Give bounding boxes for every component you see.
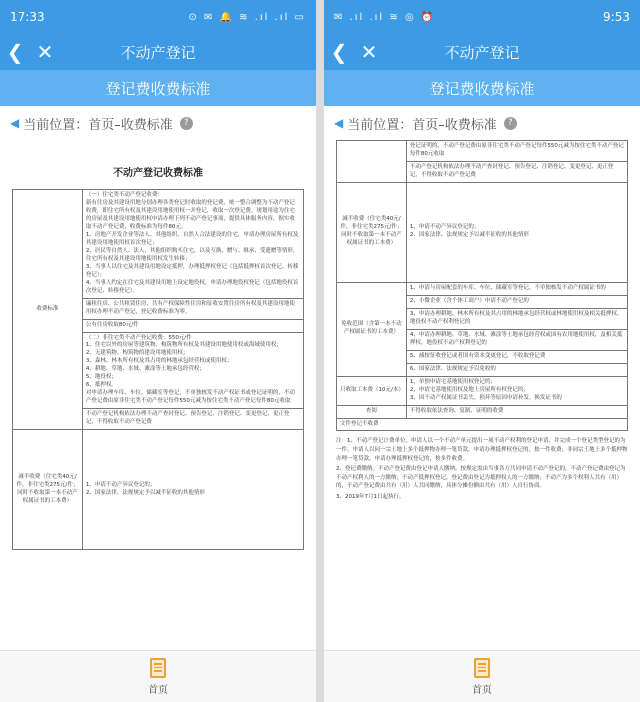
- status-icons: ✉ .ıl .ıl ≋ ◎ ⏰: [334, 11, 436, 23]
- breadcrumb: [324, 106, 640, 140]
- table-row: [337, 182, 628, 282]
- location-marker-icon: ◀: [10, 116, 20, 130]
- section-header: 登记费收费标准: [324, 70, 640, 106]
- help-icon[interactable]: ?: [180, 117, 193, 130]
- row-label: 只收取工本费（10元/本）: [337, 376, 407, 405]
- table-cell: 不动产登记机构依法办理不动产查封登记、预告登记、注销登记、变更登记、更正登记，不得收取不动产登记费: [82, 409, 303, 430]
- table-row: [337, 405, 628, 418]
- status-icons: ⊙ ✉ 🔔 ≋ .ıl .ıl ▭: [188, 11, 306, 23]
- table-cell: （二）非住宅类不动产登记收费：550元/件 1、住宅以外的房屋等建筑物、构筑物所有权及其建设用地使用权或海域使用权； 2、无建筑物、构筑物的建设用地使用权； 3、森林、林木所有权及其占用的林地承包经营权或使用权； 4、耕地、草地、水域、滩涂等土地承包经营权； 5、地役权； 6、抵押权。 对申请办理车库、车位、储藏室等登记，不单独核发不动产权证书或登记证明的，不动产登记费由原非住宅类不动产登记每件550元减为按住宅类不动产登记每件80元收取: [82, 332, 303, 409]
- table-row: [13, 190, 304, 299]
- table-row: [337, 418, 628, 431]
- table-cell: 不得收取依法查询、复制、证明的收费: [406, 405, 627, 418]
- breadcrumb-text: 当前位置：首页–收费标准: [23, 117, 173, 133]
- tab-home[interactable]: [472, 658, 492, 696]
- status-time: 17:33: [10, 10, 45, 24]
- section-header: 登记费收费标准: [0, 70, 316, 106]
- close-icon: ✕: [36, 40, 54, 64]
- back-button[interactable]: [324, 34, 354, 70]
- table-cell: 1、申请与房屋配套的车库、车位、储藏室等登记，不单独核发不动产权属证书的: [406, 282, 627, 295]
- table-row: [337, 141, 628, 162]
- bottom-tab-bar: [0, 650, 316, 702]
- fee-table: [336, 140, 628, 431]
- chevron-left-icon: ❮: [330, 40, 348, 64]
- close-button[interactable]: [30, 34, 60, 70]
- table-cell: 文件登记不收费: [337, 418, 628, 431]
- tab-home-label: 首页: [472, 684, 492, 696]
- right-phone-screen: [324, 0, 640, 702]
- left-phone-screen: [0, 0, 316, 702]
- help-icon[interactable]: ?: [504, 117, 517, 130]
- table-cell: 4、申请办理耕地、草地、水域、滩涂等土地承包经营权或国有农用地使用权，及相关抵押权、地役权不动产权利登记的: [406, 329, 627, 350]
- table-cell: 登记证明的，不动产登记费由原非住宅类不动产登记每件550元减为按住宅类不动产登记每件80元收取: [406, 141, 627, 162]
- table-cell: 6、国家法律、法规规定予以免收的: [406, 363, 627, 376]
- note-item: 2、登记费缴纳。不动产登记费由登记申请人缴纳。按规定需由当事各方共同申请不动产登记的，不动产登记费由登记为不动产权利人的一方缴纳；不动产抵押权登记，登记费由登记为抵押权人的一方缴纳；不动产为多个权利人共有（用）的，不动产登记费由共有（用）人共同缴纳，具体分摊份额由共有（用）人自行协商。: [336, 466, 626, 490]
- back-button[interactable]: [0, 34, 30, 70]
- document-body[interactable]: [0, 140, 316, 650]
- status-bar: [0, 0, 316, 34]
- chevron-left-icon: ❮: [6, 40, 24, 64]
- row-label: 收费标准: [13, 190, 83, 430]
- table-row: [337, 376, 628, 405]
- row-label: 免收范围（含第一本不动产权属证书的工本费）: [337, 282, 407, 376]
- row-label: 查阅: [337, 405, 407, 418]
- notes: [336, 431, 628, 501]
- breadcrumb-text: 当前位置：首页–收费标准: [347, 117, 497, 133]
- nav-bar: [0, 34, 316, 70]
- home-icon: [474, 658, 490, 678]
- table-cell: 3、申请办理耕地、林木所有权及其占用的林地承包经营权或林地使用权及相关抵押权、地役权不动产权利登记的: [406, 308, 627, 329]
- page-title: 不动产登记: [444, 43, 520, 62]
- home-icon: [150, 658, 166, 678]
- table-cell: 廉租住房、公共租赁住房、共有产权保障性住房和征收安置住房所有权及其建设用地使用权办理不动产登记，登记收费标准为零。: [82, 298, 303, 319]
- bottom-tab-bar: [324, 650, 640, 702]
- table-cell: （一）住宅类不动产登记收费： 新有住房及其建设用地分别办理各类登记时收取的登记费，统一整合调整为不动产登记收费，即住宅所有权及其建设用地使用权一并登记，收取一次登记费。规划用途为住宅的房屋及其建设用地使用权申请办理下列不动产登记事项，提供具体服务内容，据实收取不动产登记费，收费标准为每件80元。 1、房地产开发企业等法人、其他组织、自然人合法建设的住宅，申请办理房屋所有权及其建设用地使用权首次登记； 2、居民等自然人、法人、其他组织购买住宅，以及互换、赠与、继承、受遗赠等情形，住宅所有权及其建设用地使用权发生转移； 3、当事人以住宅及其建设用地设定抵押，办理抵押权登记（包括抵押权首次登记、转移登记）； 4、当事人约定在住宅及其建设用地上设定地役权，申请办理地役权登记（包括地役权首次登记、转移登记）。: [82, 190, 303, 299]
- table-cell: 5、減按征收登记或者国有资本变更登记，不收取登记费: [406, 350, 627, 363]
- close-icon: ✕: [360, 40, 378, 64]
- tab-home[interactable]: [148, 658, 168, 696]
- note-item: 注：1、不动产登记计费单位。申请人以一个不动产单元提出一项不动产权利的登记申请，并完成一个登记类型登记的为一件。申请人以同一宗土地上多个抵押物办理一笔贷款，申请办理抵押权登记的，按一件收费；非同宗土地上多个抵押物办理一笔贷款，申请办理抵押权登记的，按多件收费。: [336, 438, 628, 462]
- table-row: [337, 282, 628, 295]
- table-cell: 2、小微企业（含个体工商户）申请不动产登记的: [406, 295, 627, 308]
- row-label: [337, 141, 407, 183]
- status-time: 9:53: [603, 10, 630, 24]
- table-cell: 1、申请不动产异议登记的； 2、国家法律、法规规定予以减半征收的其他情形: [406, 182, 627, 282]
- table-row: [13, 430, 304, 550]
- document-body[interactable]: [324, 140, 640, 650]
- document-title: 不动产登记收费标准: [113, 168, 203, 179]
- fee-table: [12, 189, 304, 550]
- table-cell: 公有住房收取80元/件: [82, 319, 303, 332]
- breadcrumb: [0, 106, 316, 140]
- location-marker-icon: ◀: [334, 116, 344, 130]
- status-bar: [324, 0, 640, 34]
- note-item: 3、2019年7月1日起执行。: [336, 493, 405, 500]
- row-label: 减半收费（住宅类40元/件，非住宅类275元/件；同时不收取第一本不动产权属证书的工本费）: [13, 430, 83, 550]
- close-button[interactable]: [354, 34, 384, 70]
- table-cell: 1、单独申请宅基地使用权登记的； 2、申请宅基地使用权及地上房屋所有权登记的； 3、因不动产权属证书丢失、损坏等原因申请补发、换发证书的: [406, 376, 627, 405]
- tab-home-label: 首页: [148, 684, 168, 696]
- page-title: 不动产登记: [120, 43, 196, 62]
- table-cell: 1、申请不动产异议登记的； 2、国家法律、法规规定予以减半征收的其他情形: [82, 430, 303, 550]
- row-label: 减半收费（住宅类40元/件，非住宅类275元/件；同时不收取第一本不动产权属证书的工本费）: [337, 182, 407, 282]
- table-cell: 不动产登记机构依法办理不动产查封登记、预告登记、注销登记、变更登记、更正登记，不得收取不动产登记费: [406, 161, 627, 182]
- nav-bar: [324, 34, 640, 70]
